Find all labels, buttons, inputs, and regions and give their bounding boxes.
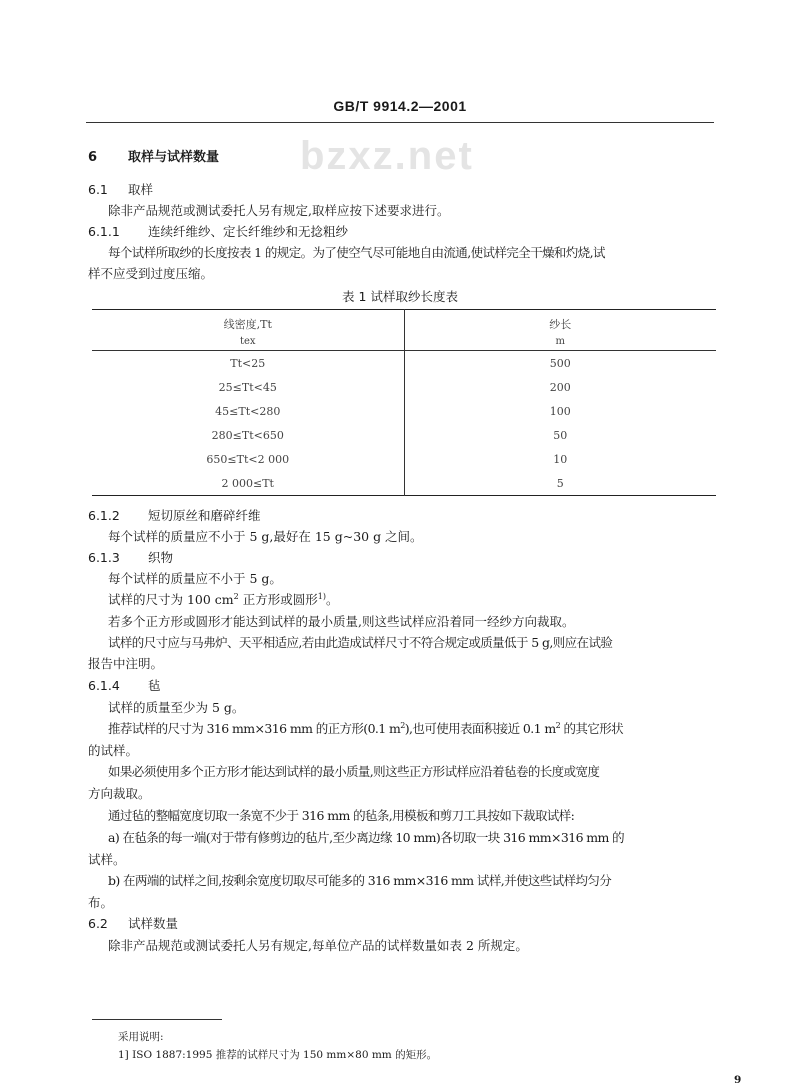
section-title: 毡 <box>148 678 161 693</box>
page-number: 9 <box>734 1074 742 1086</box>
table-header-yarn-length: 纱长 <box>549 318 572 331</box>
section-number: 6.1 <box>88 182 108 197</box>
footnote-label: 采用说明: <box>118 1031 164 1043</box>
section-6-1-4-heading <box>88 678 161 694</box>
footnote-ref[interactable]: 1) <box>317 591 326 601</box>
text-run: 的其它形状 <box>560 721 623 736</box>
section-6-1-3-p1: 每个试样的质量应不小于 5 g。 <box>108 571 282 586</box>
section-number: 6.1.1 <box>88 224 120 239</box>
text-run: 。 <box>325 592 339 607</box>
table-cell-density: 45≤Tt<280 <box>92 399 404 423</box>
section-title: 取样与试样数量 <box>128 150 220 165</box>
section-6-1-2-heading <box>88 508 261 524</box>
section-6-1-heading <box>88 182 153 198</box>
section-title: 连续纤维纱、定长纤维纱和无捻粗纱 <box>148 224 349 239</box>
header-rule <box>86 122 714 123</box>
table-header-unit-tex: tex <box>92 332 404 351</box>
table-cell-density: 25≤Tt<45 <box>92 375 404 399</box>
section-6-1-4-p2-line1 <box>108 721 623 737</box>
section-6-1-4-item-a-line1: a) 在毡条的每一端(对于带有修剪边的毡片,至少离边缘 10 mm)各切取一块 316 mm×316 mm 的 <box>108 830 625 845</box>
section-6-1-1-body-line2: 样不应受到过度压缩。 <box>88 266 214 281</box>
text-run: 试样的尺寸为 100 cm <box>108 592 234 607</box>
section-6-1-3-heading <box>88 550 173 566</box>
table-cell-density: 280≤Tt<650 <box>92 423 404 447</box>
section-6-1-4-p2-line2: 的试样。 <box>88 743 139 758</box>
section-title: 取样 <box>128 182 154 197</box>
section-6-1-4-p3-line2: 方向裁取。 <box>88 786 151 801</box>
superscript: 2 <box>233 591 239 601</box>
table-1 <box>92 309 716 496</box>
section-6-1-1-body-line1: 每个试样所取纱的长度按表 1 的规定。为了使空气尽可能地自由流通,使试样完全干燥和灼烧,试 <box>108 245 605 260</box>
table-row <box>92 447 716 471</box>
text-run: 正方形或圆形 <box>238 592 318 607</box>
text-run: ),也可使用表面积接近 0.1 m <box>404 721 556 736</box>
table-cell-length: 500 <box>549 356 571 370</box>
section-6-1-4-p4: 通过毡的整幅宽度切取一条宽不少于 316 mm 的毡条,用模板和剪刀工具按如下裁取试样: <box>108 808 575 823</box>
superscript: 2 <box>555 720 561 730</box>
section-6-1-3-p4-line1: 试样的尺寸应与马弗炉、天平相适应,若由此造成试样尺寸不符合规定或质量低于 5 g,则应在试验 <box>108 635 613 650</box>
table-row <box>92 471 716 496</box>
table-header-unit-m: m <box>404 332 716 351</box>
table-cell-density: 650≤Tt<2 000 <box>92 447 404 471</box>
section-6-2-body: 除非产品规范或测试委托人另有规定,每单位产品的试样数量如表 2 所规定。 <box>108 938 528 953</box>
section-6-1-body: 除非产品规范或测试委托人另有规定,取样应按下述要求进行。 <box>108 203 450 218</box>
section-number: 6 <box>88 150 98 165</box>
superscript: 2 <box>400 720 405 730</box>
section-title: 试样数量 <box>128 916 179 931</box>
table-cell-density: Tt<25 <box>92 351 404 376</box>
table-row <box>92 399 716 423</box>
table-row <box>92 423 716 447</box>
section-6-1-4-p3-line1: 如果必须使用多个正方形才能达到试样的最小质量,则这些正方形试样应沿着毡卷的长度或宽度 <box>108 764 600 779</box>
section-title: 短切原丝和磨碎纤维 <box>148 508 261 523</box>
section-number: 6.1.4 <box>88 678 120 693</box>
section-6-1-3-p2 <box>108 592 338 608</box>
table-row <box>92 351 716 376</box>
table-cell-length: 200 <box>549 380 571 394</box>
section-number: 6.1.2 <box>88 508 120 523</box>
table-row <box>92 375 716 399</box>
table-header-linear-density: 线密度,Tt <box>92 310 404 333</box>
table-cell-density: 2 000≤Tt <box>92 471 404 496</box>
table-cell-length: 10 <box>553 452 568 466</box>
section-6-1-4-p1: 试样的质量至少为 5 g。 <box>108 700 245 715</box>
section-6-1-4-item-b-line2: 布。 <box>88 895 114 910</box>
table-cell-length: 5 <box>556 476 564 490</box>
text-run: 推荐试样的尺寸为 316 mm×316 mm 的正方形(0.1 m <box>108 721 401 736</box>
section-number: 6.1.3 <box>88 550 120 565</box>
section-title: 织物 <box>148 550 174 565</box>
section-6-2-heading <box>88 916 178 932</box>
section-6-1-1-heading <box>88 224 348 240</box>
table-1-caption: 表 1 试样取纱长度表 <box>342 289 458 304</box>
section-6-1-4-item-b-line1: b) 在两端的试样之间,按剩余宽度切取尽可能多的 316 mm×316 mm 试样,并使这些试样均匀分 <box>108 873 612 888</box>
section-6-heading <box>88 150 219 166</box>
footnote-rule <box>92 1019 222 1020</box>
section-6-1-2-body: 每个试样的质量应不小于 5 g,最好在 15 g~30 g 之间。 <box>108 529 423 544</box>
table-cell-length: 50 <box>553 428 568 442</box>
section-6-1-3-p3: 若多个正方形或圆形才能达到试样的最小质量,则这些试样应沿着同一经纱方向裁取。 <box>108 614 575 629</box>
table-cell-length: 100 <box>549 404 571 418</box>
standard-code-header: GB/T 9914.2—2001 <box>333 98 467 114</box>
watermark: bzxz.net <box>300 134 474 178</box>
section-6-1-3-p4-line2: 报告中注明。 <box>88 656 164 671</box>
footnote-text: 1] ISO 1887:1995 推荐的试样尺寸为 150 mm×80 mm 的矩形。 <box>118 1049 438 1061</box>
section-6-1-4-item-a-line2: 试样。 <box>88 852 126 867</box>
section-number: 6.2 <box>88 916 108 931</box>
